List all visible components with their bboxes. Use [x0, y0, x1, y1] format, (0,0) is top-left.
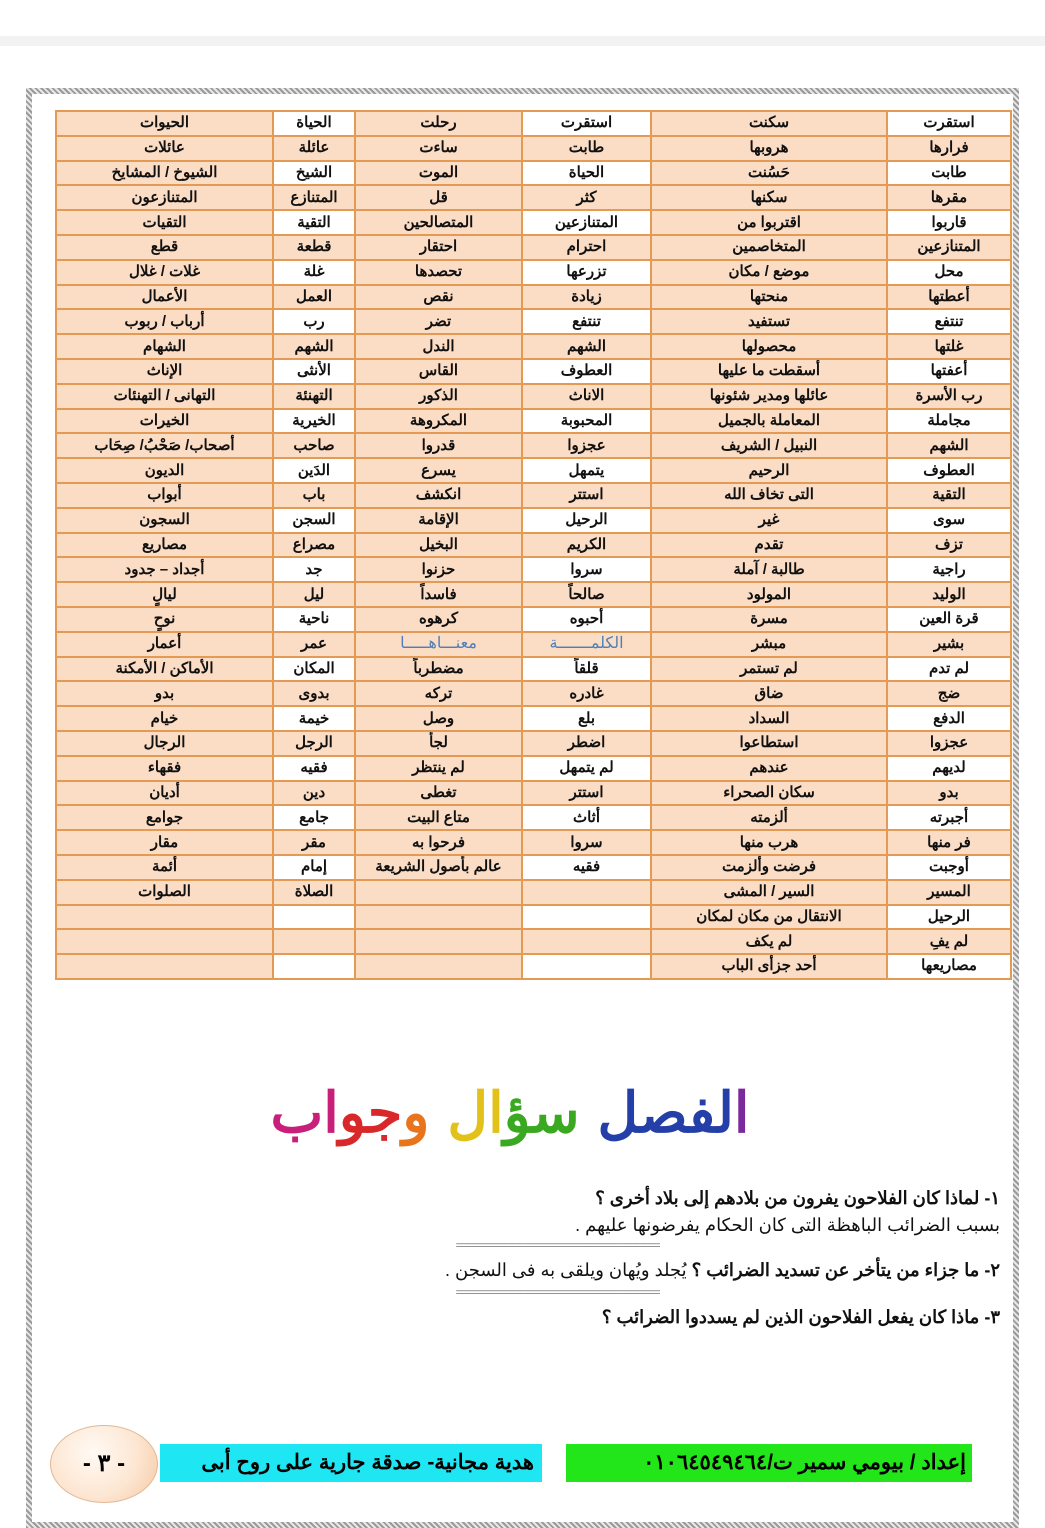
table-cell: دين	[273, 781, 355, 806]
table-cell: غلة	[273, 260, 355, 285]
table-cell: المحبوبة	[522, 409, 651, 434]
table-cell: الإقامة	[355, 508, 522, 533]
table-cell: فرضت وألزمت	[651, 855, 887, 880]
table-cell: الأعمال	[56, 285, 273, 310]
table-cell: أحبوه	[522, 607, 651, 632]
table-cell: العطوف	[522, 359, 651, 384]
table-cell: السجون	[56, 508, 273, 533]
table-cell: لجأ	[355, 731, 522, 756]
table-cell: ألزمته	[651, 805, 887, 830]
top-bar	[0, 36, 1045, 46]
table-cell: فقيه	[522, 855, 651, 880]
table-cell: مقر	[273, 830, 355, 855]
table-cell: الوليد	[887, 582, 1011, 607]
table-cell: عائلها ومدير شئونها	[651, 384, 887, 409]
table-cell: المكان	[273, 657, 355, 682]
table-cell: رب الأسرة	[887, 384, 1011, 409]
table-cell: قلقاً	[522, 657, 651, 682]
table-cell: جد	[273, 557, 355, 582]
title-letter: و	[402, 1080, 430, 1146]
table-row	[56, 235, 1011, 260]
table-cell: الأماكن / الأمكنة	[56, 657, 273, 682]
table-row	[56, 334, 1011, 359]
table-cell: السير / المشى	[651, 880, 887, 905]
table-cell: تستفيد	[651, 309, 887, 334]
table-cell: جوامع	[56, 805, 273, 830]
table-cell: الحياة	[273, 111, 355, 136]
table-row	[56, 781, 1011, 806]
table-cell: فقهاء	[56, 756, 273, 781]
table-row	[56, 582, 1011, 607]
page-number-badge: - ٣ -	[50, 1425, 158, 1503]
table-cell: كثر	[522, 185, 651, 210]
table-cell: غلات / غلال	[56, 260, 273, 285]
table-cell: أعطتها	[887, 285, 1011, 310]
table-cell: الكريم	[522, 533, 651, 558]
table-cell: التى تخاف الله	[651, 483, 887, 508]
table-cell: النبيل / الشريف	[651, 433, 887, 458]
table-cell: لديهم	[887, 756, 1011, 781]
table-cell: متاع البيت	[355, 805, 522, 830]
title-letter: جو	[338, 1080, 403, 1146]
table-cell: الحيوات	[56, 111, 273, 136]
table-cell: مقرها	[887, 185, 1011, 210]
table-cell: الشهم	[273, 334, 355, 359]
table-cell: باب	[273, 483, 355, 508]
table-cell: فاسداً	[355, 582, 522, 607]
table-cell: موضع / مكان	[651, 260, 887, 285]
table-cell: الصلاة	[273, 880, 355, 905]
table-cell	[273, 929, 355, 954]
table-cell: الرحيم	[651, 458, 887, 483]
table-cell: قرة العين	[887, 607, 1011, 632]
table-cell: الرجل	[273, 731, 355, 756]
table-cell: المتنازعين	[522, 210, 651, 235]
table-cell: أرباب / ربوب	[56, 309, 273, 334]
table-cell: غلتها	[887, 334, 1011, 359]
table-cell: عائلة	[273, 136, 355, 161]
table-cell: استتر	[522, 483, 651, 508]
table-cell: جامع	[273, 805, 355, 830]
table-cell: أسقطت ما عليها	[651, 359, 887, 384]
table-cell: محل	[887, 260, 1011, 285]
table-cell: نقص	[355, 285, 522, 310]
table-cell: البخيل	[355, 533, 522, 558]
table-row	[56, 433, 1011, 458]
table-cell: تحصدها	[355, 260, 522, 285]
table-cell: زيادة	[522, 285, 651, 310]
table-cell: بدو	[56, 681, 273, 706]
table-cell: المتنازعين	[887, 235, 1011, 260]
table-cell: التهنئة	[273, 384, 355, 409]
table-cell: فرحوا به	[355, 830, 522, 855]
table-cell: تزرعها	[522, 260, 651, 285]
table-cell: أديان	[56, 781, 273, 806]
table-cell: الخيرات	[56, 409, 273, 434]
table-cell: التقية	[887, 483, 1011, 508]
answer-2: يُجلد ويُهان ويلقى به فى السجن .	[445, 1260, 692, 1280]
table-cell	[522, 954, 651, 979]
table-cell: محصولها	[651, 334, 887, 359]
table-cell: استقرت	[887, 111, 1011, 136]
table-cell: الشهام	[56, 334, 273, 359]
table-row	[56, 285, 1011, 310]
table-cell: المتنازع	[273, 185, 355, 210]
table-cell: لم يفِ	[887, 929, 1011, 954]
table-row	[56, 557, 1011, 582]
table-cell: منحتها	[651, 285, 887, 310]
table-cell: لم تدم	[887, 657, 1011, 682]
table-cell: لم يتمهل	[522, 756, 651, 781]
table-row	[56, 607, 1011, 632]
table-row	[56, 905, 1011, 930]
title-letter: اب	[270, 1080, 339, 1146]
table-row	[56, 309, 1011, 334]
table-row	[56, 929, 1011, 954]
table-cell: غادره	[522, 681, 651, 706]
table-cell: أصحاب/ صَحْبُ/ صِحَاب	[56, 433, 273, 458]
table-cell: بلع	[522, 706, 651, 731]
table-cell: المكروهة	[355, 409, 522, 434]
table-cell: راجية	[887, 557, 1011, 582]
question-1: ١- لماذا كان الفلاحون يفرون من بلادهم إلى بلاد أخرى ؟	[595, 1188, 1000, 1208]
table-cell: الشهم	[887, 433, 1011, 458]
table-cell: يتمهل	[522, 458, 651, 483]
table-cell: انكشف	[355, 483, 522, 508]
table-cell: المتصالحين	[355, 210, 522, 235]
table-cell: نوحٍ	[56, 607, 273, 632]
table-cell: الذكور	[355, 384, 522, 409]
question-2	[100, 1260, 1000, 1281]
table-cell: تضر	[355, 309, 522, 334]
table-cell: تقدم	[651, 533, 887, 558]
table-row	[56, 632, 1011, 657]
table-cell: سروا	[522, 830, 651, 855]
table-cell: وصل	[355, 706, 522, 731]
table-cell: عجزوا	[522, 433, 651, 458]
table-cell: كرهوه	[355, 607, 522, 632]
table-cell: ناحية	[273, 607, 355, 632]
section-title-art	[270, 1078, 750, 1158]
table-cell: الرحيل	[887, 905, 1011, 930]
table-cell	[56, 929, 273, 954]
table-cell: الندل	[355, 334, 522, 359]
table-cell: العمل	[273, 285, 355, 310]
table-cell: هرب منها	[651, 830, 887, 855]
table-cell: تغطى	[355, 781, 522, 806]
table-cell: حزنوا	[355, 557, 522, 582]
table-cell: مصراع	[273, 533, 355, 558]
table-cell: قطعة	[273, 235, 355, 260]
table-cell: احتقار	[355, 235, 522, 260]
table-cell: ضج	[887, 681, 1011, 706]
table-cell: أحد جزأى الباب	[651, 954, 887, 979]
table-cell: أبواب	[56, 483, 273, 508]
table-row	[56, 483, 1011, 508]
table-row	[56, 681, 1011, 706]
table-row	[56, 409, 1011, 434]
table-cell: التقيات	[56, 210, 273, 235]
table-cell: سكنت	[651, 111, 887, 136]
table-cell: الديون	[56, 458, 273, 483]
table-cell: مضطرباً	[355, 657, 522, 682]
separator-line: ================================================	[455, 1240, 660, 1250]
table-cell: ليل	[273, 582, 355, 607]
table-cell: مسرة	[651, 607, 887, 632]
table-cell: سوى	[887, 508, 1011, 533]
table-cell: صاحب	[273, 433, 355, 458]
table-cell: لم تستمر	[651, 657, 887, 682]
table-cell	[355, 954, 522, 979]
table-row	[56, 111, 1011, 136]
table-cell	[522, 905, 651, 930]
table-cell: مجاملة	[887, 409, 1011, 434]
table-cell: أثاث	[522, 805, 651, 830]
table-cell: أوجبت	[887, 855, 1011, 880]
table-cell: طابت	[887, 161, 1011, 186]
table-cell	[56, 954, 273, 979]
table-cell: احترام	[522, 235, 651, 260]
table-cell: استقرت	[522, 111, 651, 136]
table-row	[56, 508, 1011, 533]
table-cell: سكنها	[651, 185, 887, 210]
table-cell: أعمار	[56, 632, 273, 657]
table-cell	[355, 880, 522, 905]
table-cell: لم يكف	[651, 929, 887, 954]
header-meaning: معنـــاهـــــا	[355, 632, 522, 657]
table-cell: الخيرية	[273, 409, 355, 434]
table-cell: أئمة	[56, 855, 273, 880]
table-cell: أجداد – جدود	[56, 557, 273, 582]
table-row	[56, 533, 1011, 558]
table-cell: هروبها	[651, 136, 887, 161]
table-row	[56, 210, 1011, 235]
answer-1: بسبب الضرائب الباهظة التى كان الحكام يفرضونها عليهم .	[575, 1215, 1000, 1235]
table-cell	[56, 905, 273, 930]
table-cell: عندهم	[651, 756, 887, 781]
table-row	[56, 458, 1011, 483]
table-cell: اقتربوا من	[651, 210, 887, 235]
question-3: ٣- ماذا كان يفعل الفلاحون الذين لم يسددوا الضرائب ؟	[601, 1307, 1000, 1327]
title-letter: لفصل	[597, 1080, 734, 1146]
table-cell: ليالٍ	[56, 582, 273, 607]
table-cell: مصاريعها	[887, 954, 1011, 979]
table-cell: الحياة	[522, 161, 651, 186]
table-cell: التقية	[273, 210, 355, 235]
table-cell: الشهم	[522, 334, 651, 359]
table-row	[56, 161, 1011, 186]
table-cell: عجزوا	[887, 731, 1011, 756]
table-cell: سكان الصحراء	[651, 781, 887, 806]
table-cell: المسير	[887, 880, 1011, 905]
table-cell: الإناث	[56, 359, 273, 384]
table-cell: بشير	[887, 632, 1011, 657]
table-cell: أعفتها	[887, 359, 1011, 384]
vocabulary-table	[55, 110, 1012, 980]
table-cell: العطوف	[887, 458, 1011, 483]
table-row	[56, 136, 1011, 161]
table-cell: إمام	[273, 855, 355, 880]
table-cell: عالم بأصول الشريعة	[355, 855, 522, 880]
table-cell: غير	[651, 508, 887, 533]
table-cell: المتخاصمين	[651, 235, 887, 260]
table-row	[56, 855, 1011, 880]
table-cell: الشيوخ / المشايخ	[56, 161, 273, 186]
title-letter: ال	[447, 1080, 504, 1146]
table-row	[56, 830, 1011, 855]
table-cell	[355, 929, 522, 954]
table-cell: حَسُنت	[651, 161, 887, 186]
table-cell: تركه	[355, 681, 522, 706]
table-cell: الرحيل	[522, 508, 651, 533]
table-cell: الدفع	[887, 706, 1011, 731]
table-row	[56, 756, 1011, 781]
table-cell: ضاق	[651, 681, 887, 706]
question-answer-section	[100, 1182, 1000, 1334]
dedication-banner: هدية مجانية- صدقة جارية على روح أبى	[160, 1444, 542, 1482]
table-cell: يسرع	[355, 458, 522, 483]
table-row	[56, 260, 1011, 285]
table-cell: الرجال	[56, 731, 273, 756]
table-cell: فقيه	[273, 756, 355, 781]
title-letter: سؤ	[503, 1080, 580, 1146]
table-cell: طالبة / آملة	[651, 557, 887, 582]
table-cell: المتنازعون	[56, 185, 273, 210]
table-cell: سروا	[522, 557, 651, 582]
table-cell: بدوى	[273, 681, 355, 706]
table-cell: خيمة	[273, 706, 355, 731]
table-cell: الاناث	[522, 384, 651, 409]
table-row	[56, 880, 1011, 905]
table-cell: رب	[273, 309, 355, 334]
table-cell: تزف	[887, 533, 1011, 558]
table-cell: بدو	[887, 781, 1011, 806]
table-cell: التهانى / التهنئات	[56, 384, 273, 409]
table-cell: طابت	[522, 136, 651, 161]
table-row	[56, 954, 1011, 979]
table-cell: القاس	[355, 359, 522, 384]
table-cell: قطع	[56, 235, 273, 260]
table-cell: قل	[355, 185, 522, 210]
table-cell: اضطر	[522, 731, 651, 756]
table-cell: استتر	[522, 781, 651, 806]
table-cell: صالحاً	[522, 582, 651, 607]
author-credit: إعداد / بيومي سمير ت/٠١٠٦٤٥٤٩٤٦٤	[566, 1444, 972, 1482]
table-row	[56, 359, 1011, 384]
separator-line: ================================================	[455, 1287, 660, 1297]
table-cell: خيام	[56, 706, 273, 731]
table-cell	[273, 905, 355, 930]
table-row	[56, 657, 1011, 682]
table-row	[56, 805, 1011, 830]
table-cell: الدَين	[273, 458, 355, 483]
table-cell	[522, 880, 651, 905]
table-cell	[522, 929, 651, 954]
table-cell: المعاملة بالجميل	[651, 409, 887, 434]
table-cell	[273, 954, 355, 979]
table-cell	[355, 905, 522, 930]
table-cell: الصلوات	[56, 880, 273, 905]
table-cell: أجبرته	[887, 805, 1011, 830]
table-cell: الانتقال من مكان لمكان	[651, 905, 887, 930]
table-cell: الموت	[355, 161, 522, 186]
table-cell: السجن	[273, 508, 355, 533]
table-cell: مصاريع	[56, 533, 273, 558]
table-cell: عائلات	[56, 136, 273, 161]
table-cell: عمر	[273, 632, 355, 657]
table-cell: تنتفع	[887, 309, 1011, 334]
table-cell: مقار	[56, 830, 273, 855]
table-cell: لم ينتظر	[355, 756, 522, 781]
table-cell: الشيخ	[273, 161, 355, 186]
table-cell: رحلت	[355, 111, 522, 136]
table-cell: مبشر	[651, 632, 887, 657]
table-row	[56, 384, 1011, 409]
table-cell: الأنثى	[273, 359, 355, 384]
table-cell: فر منها	[887, 830, 1011, 855]
table-cell: قاربوا	[887, 210, 1011, 235]
table-cell: ساءت	[355, 136, 522, 161]
table-row	[56, 706, 1011, 731]
question-2-text: ٢- ما جزاء من يتأخر عن تسديد الضرائب ؟	[691, 1260, 1000, 1280]
header-word: الكلمـــــــة	[522, 632, 651, 657]
table-cell: المولود	[651, 582, 887, 607]
table-cell: تنتفع	[522, 309, 651, 334]
table-cell: فرارها	[887, 136, 1011, 161]
table-row	[56, 731, 1011, 756]
table-row	[56, 185, 1011, 210]
table-cell: استطاعوا	[651, 731, 887, 756]
table-cell: قدروا	[355, 433, 522, 458]
title-letter: ا	[733, 1080, 750, 1146]
table-cell: السداد	[651, 706, 887, 731]
